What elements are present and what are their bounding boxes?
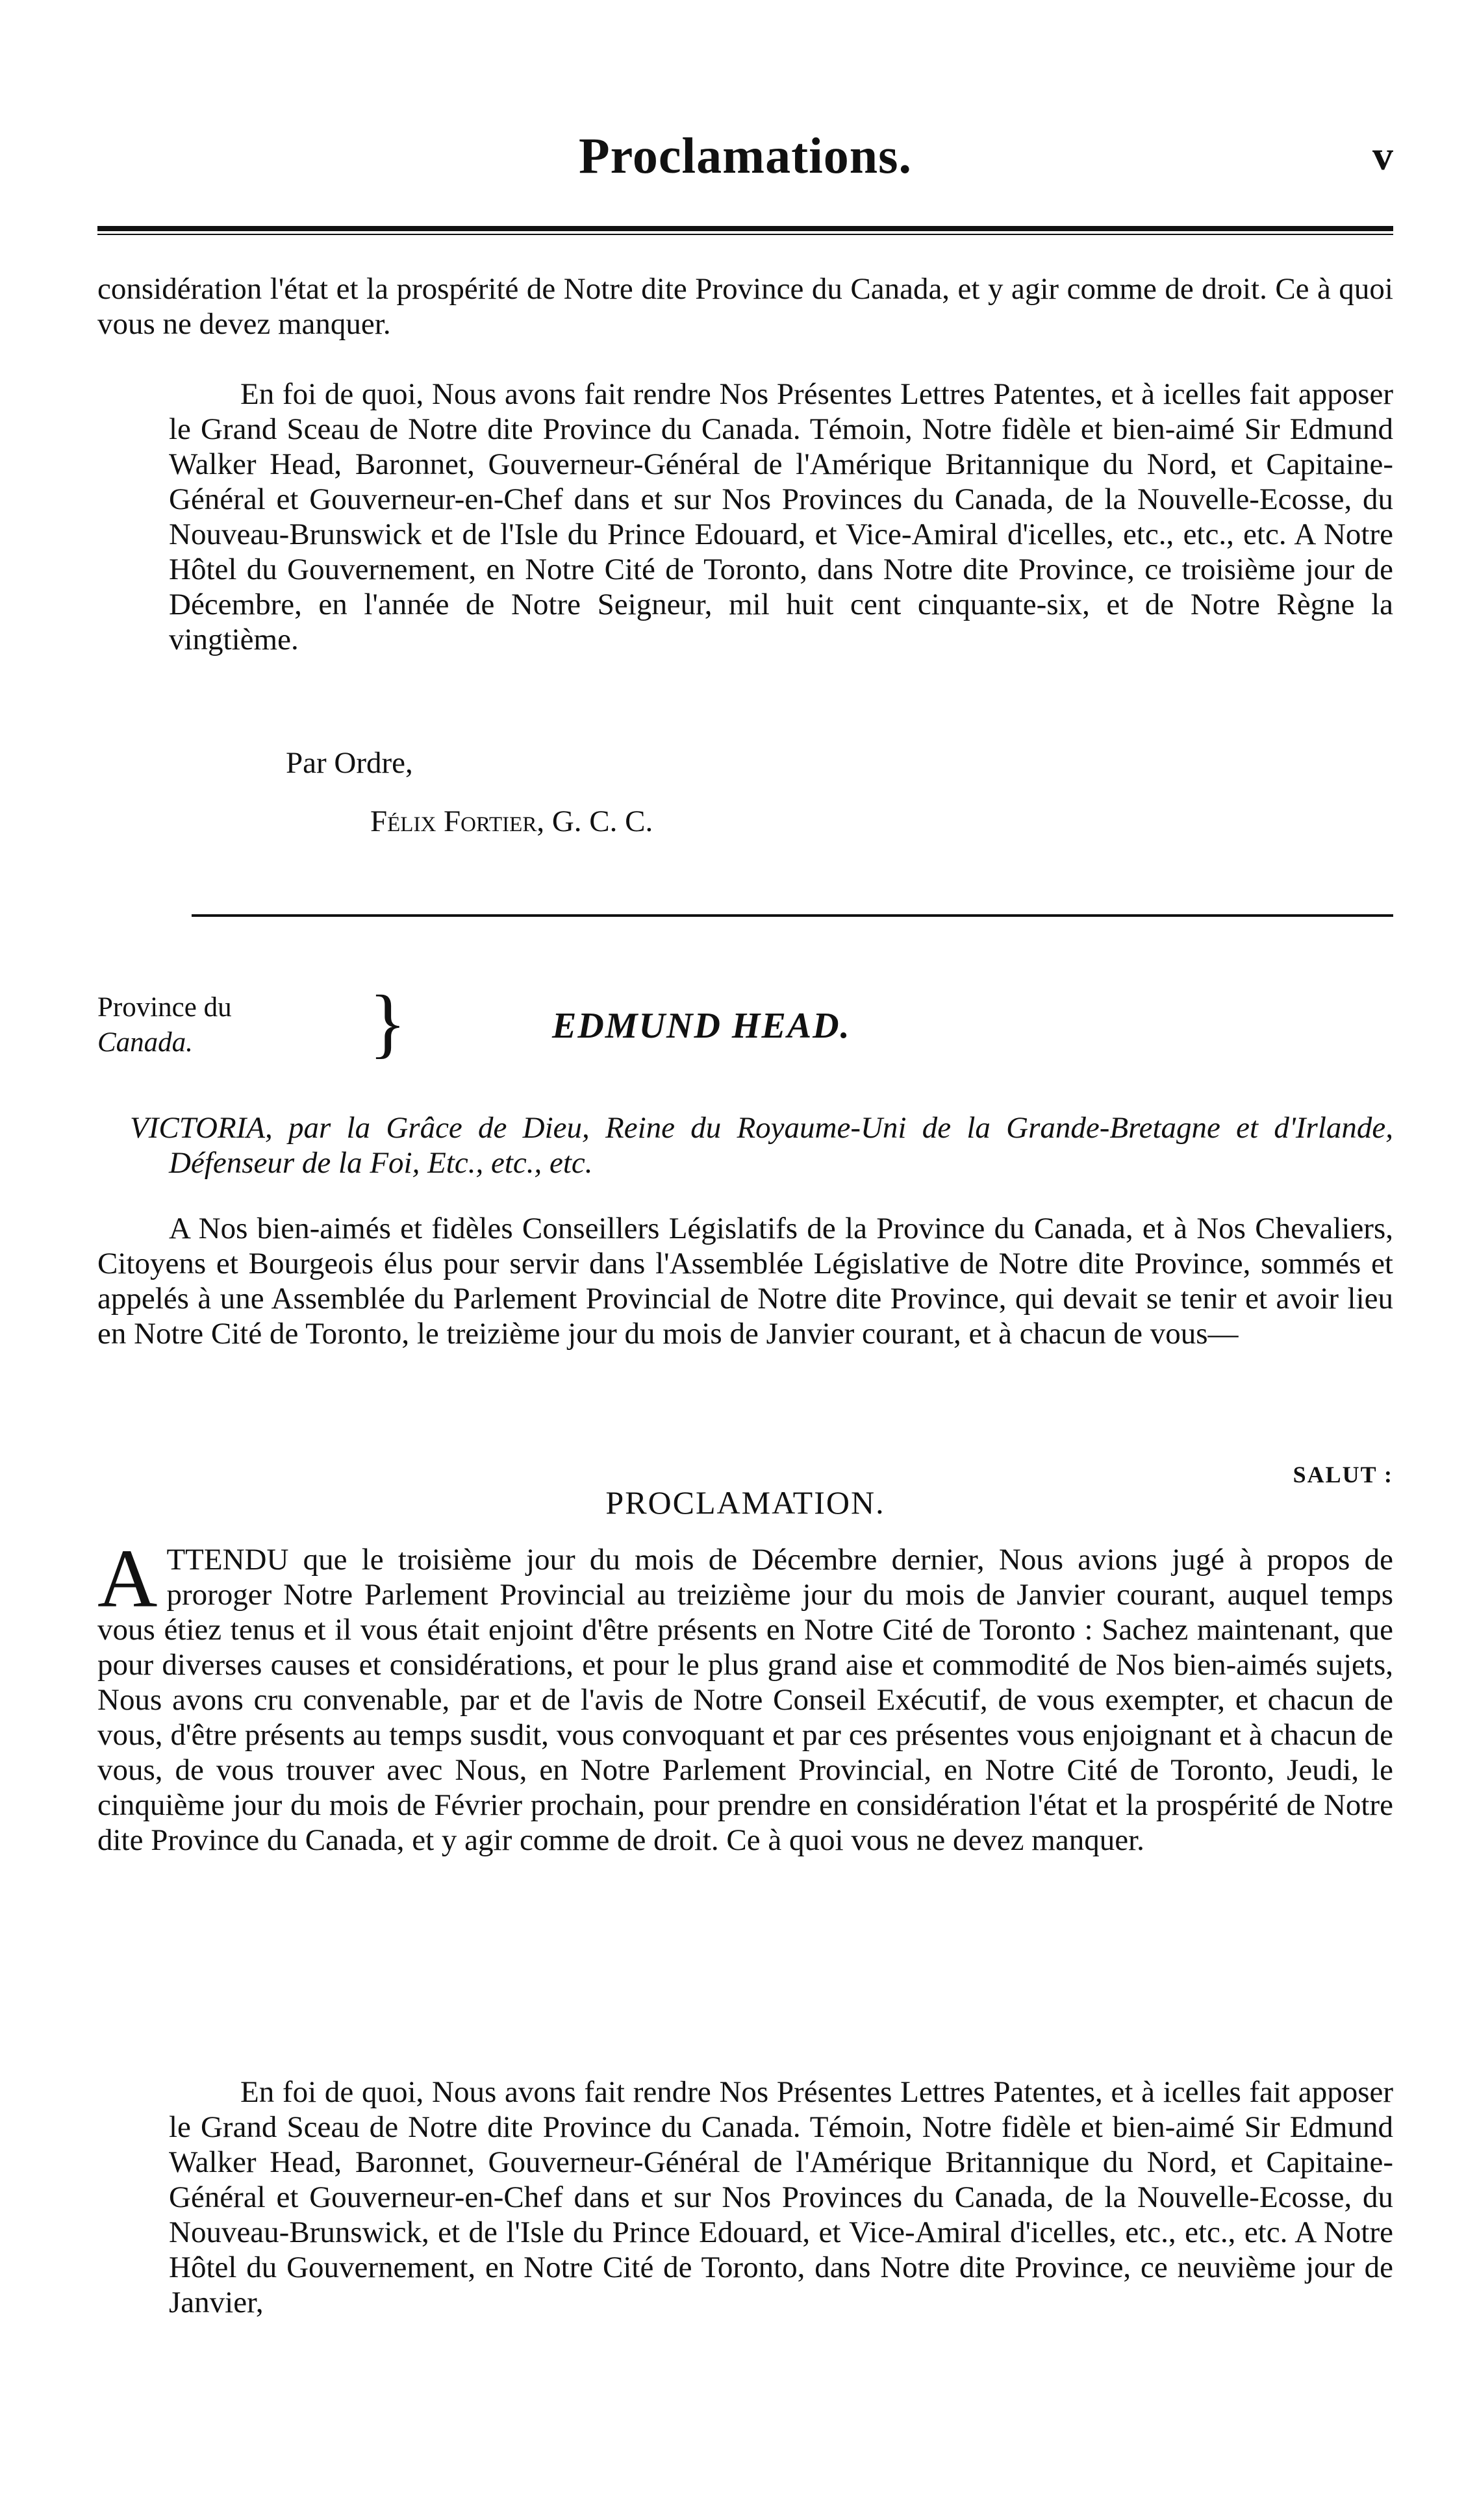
document-page	[97, 0, 1393, 2520]
drop-cap: A	[97, 1532, 158, 1625]
header-rule-thin	[97, 234, 1393, 235]
salut-label: SALUT :	[1293, 1462, 1393, 1488]
brace-glyph: }	[369, 979, 407, 1066]
par-ordre: Par Ordre,	[286, 746, 413, 780]
page-title: Proclamations.	[578, 127, 912, 184]
section-divider	[192, 914, 1393, 917]
address-paragraph: A Nos bien-aimés et fidèles Conseillers Législatifs de la Province du Canada, et à Nos Chevaliers, Citoyens et Bourgeois élus pour servir dans l'Assemblée Législative de Notre dite Province, sommés et appelés à une Assemblée du Parlement Provincial de Notre dite Province, qui devait se tenir et avoir lieu en Notre Cité de Toronto, le treizième jour du mois de Janvier courant, et à chacun de vous—	[97, 1212, 1393, 1351]
testimony-paragraph-2: En foi de quoi, Nous avons fait rendre Nos Présentes Lettres Patentes, et à icelles fait apposer le Grand Sceau de Notre dite Province du Canada. Témoin, Notre fidèle et bien-aimé Sir Edmund Walker Head, Baronnet, Gouverneur-Général de l'Amérique Britannique du Nord, et Capitaine-Général et Gouverneur-en-Chef dans et sur Nos Provinces du Canada, de la Nouvelle-Ecosse, du Nouveau-Brunswick, et de l'Isle du Prince Edouard, et Vice-Amiral d'icelles, etc., etc., etc. A Notre Hôtel du Gouvernement, en Notre Cité de Toronto, dans Notre dite Province, ce neuvième jour de Janvier,	[169, 2075, 1393, 2319]
governor-name: EDMUND HEAD.	[552, 1006, 851, 1046]
proclamation-body: A TTENDU que le troisième jour du mois de Décembre dernier, Nous avions jugé à propos de proroger Notre Parlement Provincial au treizième jour du mois de Janvier courant, auquel temps vous étiez tenus et il vous était enjoint d'être présents en Notre Cité de Toronto : Sachez maintenant, que pour diverses causes et considérations, et pour le plus grand aise et commodité de Nos bien-aimés sujets, Nous avons cru convenable, par et de l'avis de Notre Conseil Exécutif, de vous exempter, et chacun de vous, d'être présents au temps susdit, vous convoquant et par ces présentes vous enjoignant et à chacun de vous, de vous trouver avec Nous, en Notre Parlement Provincial, en Notre Cité de Toronto, Jeudi, le cinquième jour du mois de Février prochain, pour prendre en considération l'état et la prospérité de Notre dite Province du Canada, et y agir comme de droit. Ce à quoi vous ne devez manquer.	[97, 1532, 1393, 1857]
testimony-paragraph-1: En foi de quoi, Nous avons fait rendre Nos Présentes Lettres Patentes, et à icelles fait apposer le Grand Sceau de Notre dite Province du Canada. Témoin, Notre fidèle et bien-aimé Sir Edmund Walker Head, Baronnet, Gouverneur-Général de l'Amérique Britannique du Nord, et Capitaine-Général et Gouverneur-en-Chef dans et sur Nos Provinces du Canada, de la Nouvelle-Ecosse, du Nouveau-Brunswick et de l'Isle du Prince Edouard, et Vice-Amiral d'icelles, etc., etc., etc. A Notre Hôtel du Gouvernement, en Notre Cité de Toronto, dans Notre dite Province, ce troisième jour de Décembre, en l'année de Notre Seigneur, mil huit cent cinquante-six, et de Notre Règne la vingtième.	[169, 377, 1393, 656]
running-header	[97, 127, 1393, 198]
page-number: v	[1372, 132, 1393, 179]
proclamation-heading: PROCLAMATION.	[605, 1484, 885, 1521]
continuation-paragraph: considération l'état et la prospérité de Notre dite Province du Canada, et y agir comme de droit. Ce à quoi vous ne devez manquer.	[97, 272, 1393, 341]
header-rule	[97, 226, 1393, 231]
province-label	[97, 990, 370, 1060]
province-line-2: Canada.	[97, 1027, 193, 1058]
province-line-1: Province du	[97, 992, 232, 1023]
royal-style-paragraph: VICTORIA, par la Grâce de Dieu, Reine du Royaume-Uni de la Grande-Bretagne et d'Irlande, Défenseur de la Foi, Etc., etc., etc.	[130, 1111, 1393, 1180]
signature-fortier: Félix Fortier, G. C. C.	[370, 805, 653, 838]
